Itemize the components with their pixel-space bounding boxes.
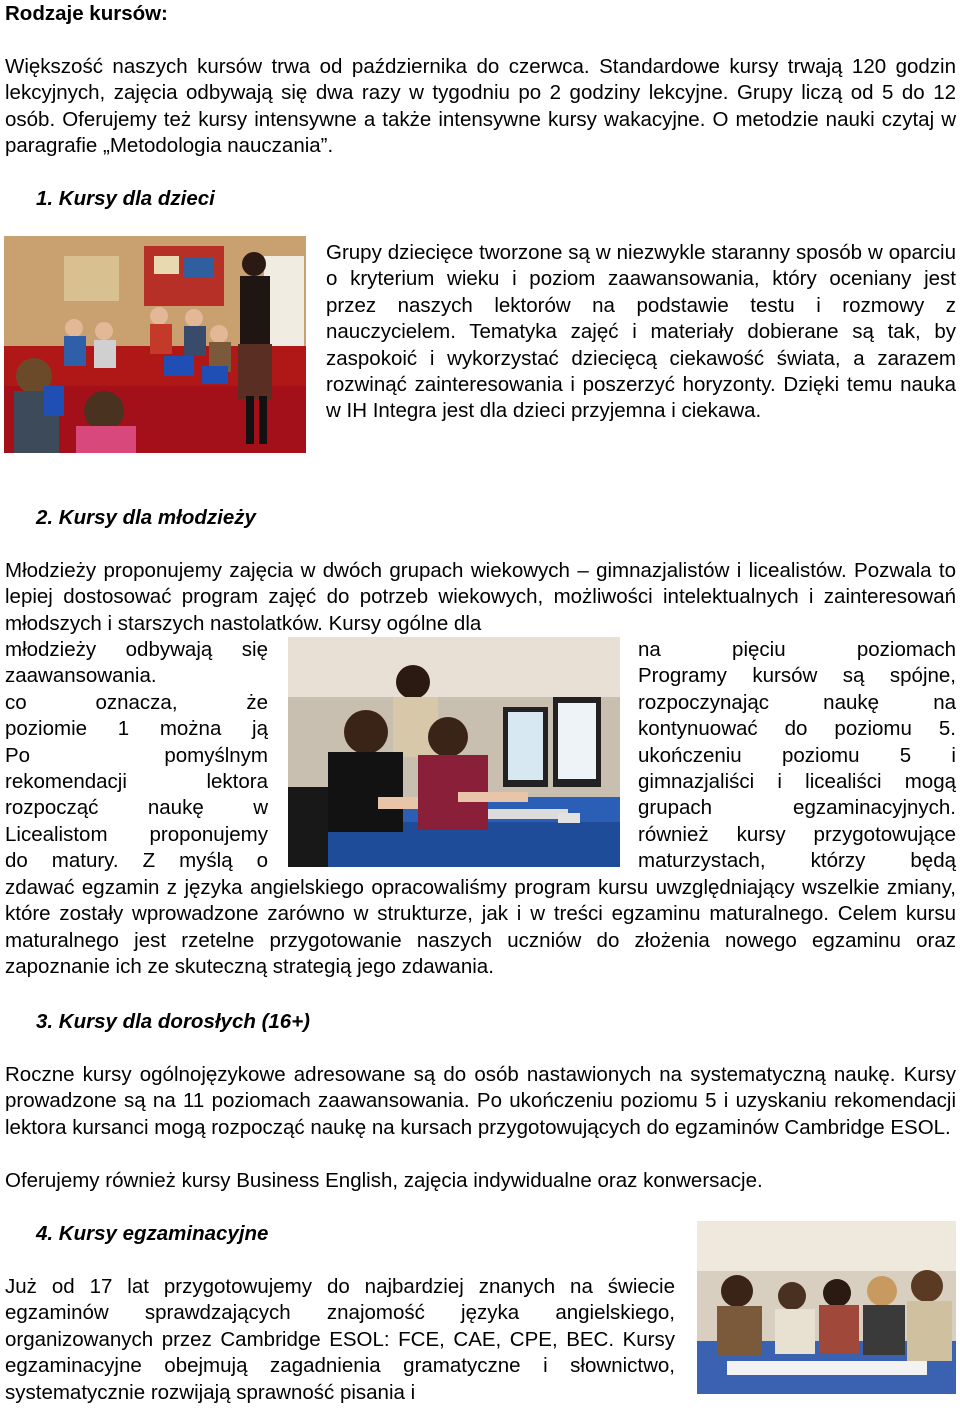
section-3-text: Roczne kursy ogólnojęzykowe adresowane są do osób nastawionych na systematyczną naukę. Kursy prowadzone są na 11 poziomach zaawansowania. Po ukończeniu poziomu 5 i uzyskaniu rekomendacji lektora kursanci mogą rozpocząć naukę na kursach przygotowujących do egzaminów Cambridge ESOL. — [5, 1063, 956, 1139]
left-line: rozpocząć naukę w — [5, 796, 268, 820]
section-2-title: 2. Kursy dla młodzieży — [36, 506, 256, 529]
section-2-left-column — [5, 637, 268, 875]
right-line: grupach egzaminacyjnych. — [638, 796, 956, 820]
left-line: co oznacza, że — [5, 690, 268, 714]
right-line: maturzystach, którzy będą — [638, 849, 956, 873]
left-line: Licealistom proponujemy — [5, 822, 268, 846]
section-2-right-column — [638, 637, 956, 875]
left-line: zaawansowania. — [5, 664, 157, 688]
left-line: rekomendacji lektora — [5, 770, 268, 794]
section-1-title: 1. Kursy dla dzieci — [36, 187, 215, 210]
right-line: rozpoczynając naukę na — [638, 690, 956, 714]
right-line: kontynuować do poziomu 5. — [638, 717, 956, 741]
section-2-text-bottom: zdawać egzamin z języka angielskiego opracowaliśmy program kursu uwzględniający wszelkie zmiany, które zostały wprowadzone zarówno w strukturze, jak i w treści egzaminu maturalnego. Celem kursu maturalnego jest rzetelne przygotowanie naszych uczniów do złożenia nowego egzaminu oraz zapoznanie ich ze skuteczną strategią jego zdawania. — [5, 876, 956, 979]
left-line: do matury. Z myślą o — [5, 849, 268, 873]
intro-paragraph: Większość naszych kursów trwa od października do czerwca. Standardowe kursy trwają 120 godzin lekcyjnych, zajęcia odbywają się dwa razy w tygodniu po 2 godziny lekcyjne. Grupy liczą od 5 do 12 osób. Oferujemy też kursy intensywne a także intensywne kursy wakacyjne. O metodzie nauki czytaj w paragrafie „Metodologia nauczania”. — [5, 55, 956, 158]
right-line: na pięciu poziomach — [638, 638, 956, 661]
right-line: Programy kursów są spójne, — [638, 664, 956, 688]
right-line: również kursy przygotowujące — [638, 822, 956, 846]
section-1-text: Grupy dziecięce tworzone są w niezwykle staranny sposób w oparciu o kryterium wieku i poziom zaawansowania, który oceniany jest przez naszych lektorów na podstawie testu i rozmowy z nauczycielem. Tematyka zajęć i materiały dobierane są tak, by zaspokoić i wykorzystać dziecięcą ciekawość świata, a zarazem rozwinąć zainteresowania i poszerzyć horyzonty. Dzięki temu nauka w IH Integra jest dla dzieci przyjemna i ciekawa. — [326, 241, 956, 423]
children-classroom-photo — [4, 236, 306, 453]
right-line: gimnazjaliści i licealiści mogą — [638, 770, 956, 794]
left-line: poziomie 1 można ją — [5, 717, 268, 741]
left-line: Po pomyślnym — [5, 743, 268, 767]
section-4-text: Już od 17 lat przygotowujemy do najbardziej znanych na świecie egzaminów sprawdzających znajomość języka angielskiego, organizowanych przez Cambridge ESOL: FCE, CAE, CPE, BEC. Kursy egzaminacyjne obejmują zagadnienia gramatyczne i słownictwo, systematycznie rozwijają sprawność pisania i — [5, 1275, 675, 1404]
section-3-text-2: Oferujemy również kursy Business English, zajęcia indywidualne oraz konwersacje. — [5, 1169, 763, 1192]
page-heading: Rodzaje kursów: — [5, 2, 168, 25]
left-line: młodzieży odbywają się — [5, 638, 268, 661]
section-4-title: 4. Kursy egzaminacyjne — [36, 1222, 269, 1245]
students-class-photo — [697, 1221, 956, 1394]
computer-lab-photo — [288, 637, 620, 867]
section-2-text-top: Młodzieży proponujemy zajęcia w dwóch grupach wiekowych – gimnazjalistów i licealistów. Pozwala to lepiej dostosować program zajęć do potrzeb wiekowych, możliwości intelektualnych i zainteresowań młodszych i starszych nastolatków. Kursy ogólne dla — [5, 559, 956, 635]
right-line: ukończeniu poziomu 5 i — [638, 743, 956, 767]
section-3-title: 3. Kursy dla dorosłych (16+) — [36, 1010, 310, 1033]
